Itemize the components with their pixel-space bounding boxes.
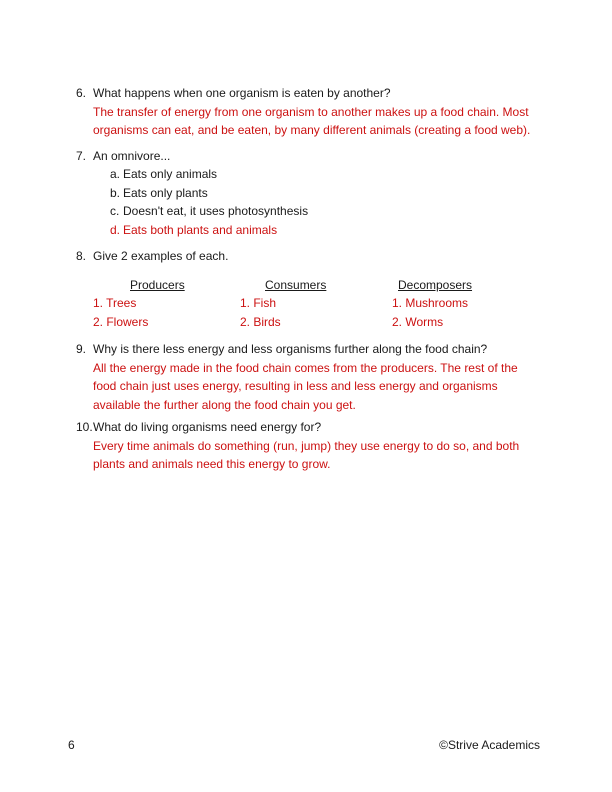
question-number: 9.: [76, 342, 87, 356]
column-header: Producers: [130, 277, 185, 292]
question-10-row: [76, 418, 543, 437]
column-header: Consumers: [265, 277, 327, 292]
choice-letter: c.: [110, 204, 120, 218]
question-number: 6.: [76, 86, 87, 100]
choice-text: Eats only animals: [123, 167, 218, 181]
choice-d-correct-answer: [110, 221, 543, 240]
question-text: Give 2 examples of each.: [93, 249, 229, 263]
column-header: Decomposers: [398, 277, 473, 292]
producers-column: [93, 276, 240, 332]
question-text: What happens when one organism is eaten by another?: [93, 86, 391, 100]
choice-a: [110, 165, 543, 184]
answer-text: The transfer of energy from one organism to another makes up a food chain. Most organisms can eat, and be eaten, by many different animals (creating a food web).: [93, 104, 531, 137]
column-item: 1. Trees: [93, 296, 137, 310]
question-text: An omnivore...: [93, 148, 171, 163]
question-7-block: [76, 147, 543, 240]
question-6-row: [76, 84, 543, 103]
page-number: 6: [68, 738, 75, 752]
choice-text: Eats both plants and animals: [123, 222, 278, 237]
answer-text: Every time animals do something (run, jump) they use energy to do so, and both plants and animals need this energy to grow.: [93, 438, 520, 471]
question-number: 7.: [76, 148, 87, 163]
examples-table: [93, 276, 543, 332]
choice-b: [110, 184, 543, 203]
question-9-row: [76, 340, 543, 359]
consumers-column: [240, 276, 392, 332]
question-number: 10.: [76, 420, 93, 434]
question-9-block: [76, 340, 543, 414]
choice-letter: a.: [110, 167, 121, 181]
choice-letter: b.: [110, 185, 121, 200]
question-number: 8.: [76, 249, 87, 263]
question-text: Why is there less energy and less organisms further along the food chain?: [93, 342, 488, 356]
column-item: 2. Worms: [392, 314, 444, 329]
choice-c: [110, 202, 543, 221]
column-item: 1. Fish: [240, 296, 277, 310]
question-8-row: [76, 247, 543, 266]
column-item: 2. Flowers: [93, 314, 149, 329]
question-7-row: [76, 147, 543, 166]
question-text: What do living organisms need energy for?: [93, 420, 322, 434]
question-10-block: [76, 418, 543, 474]
decomposers-column: [392, 276, 472, 332]
choice-text: Doesn't eat, it uses photosynthesis: [123, 204, 309, 218]
question-6-block: [76, 84, 543, 140]
answer-choices: [110, 165, 543, 239]
copyright-text: ©Strive Academics: [439, 738, 540, 752]
column-item: 2. Birds: [240, 314, 281, 329]
page-footer: [68, 736, 540, 755]
column-header-row: [93, 276, 240, 295]
column-header-row: [392, 276, 472, 295]
question-8-block: [76, 247, 543, 331]
choice-letter: d.: [110, 222, 121, 237]
column-item: 1. Mushrooms: [392, 296, 469, 310]
answer-text: All the energy made in the food chain comes from the producers. The rest of the food chain just uses energy, resulting in less and less energy and organisms available the further along the food chain you get.: [93, 360, 518, 412]
choice-text: Eats only plants: [123, 185, 208, 200]
column-header-row: [240, 276, 392, 295]
